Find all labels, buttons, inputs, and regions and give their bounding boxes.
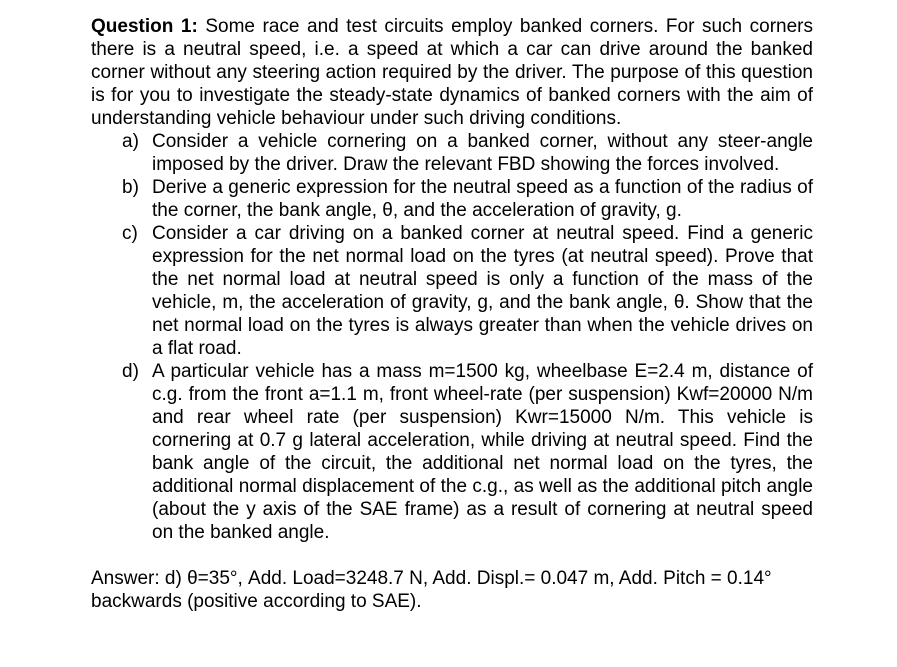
question-intro-paragraph [91,15,813,130]
part-text: A particular vehicle has a mass m=1500 kg, wheelbase E=2.4 m, distance of c.g. from the front a=1.1 m, front wheel-rate (per suspension) Kwf=20000 N/m and rear wheel rate (per suspension) Kwr=15000 N/m. This vehicle is cornering at 0.7 g lateral acceleration, while driving at neutral speed. Find the bank angle of the circuit, the additional net normal load on the tyres, the additional normal displacement of the c.g., as well as the additional pitch angle (about the y axis of the SAE frame) as a result of cornering at neutral speed on the banked angle. [152,361,813,543]
question-document [91,15,813,613]
part-text: Derive a generic expression for the neutral speed as a function of the radius of the corner, the bank angle, θ, and the acceleration of gravity, g. [152,177,813,221]
question-part-d [91,360,813,544]
question-heading: Question 1: [91,16,198,37]
part-text: Consider a car driving on a banked corner at neutral speed. Find a generic expression for the net normal load on the tyres (at neutral speed). Prove that the net normal load at neutral speed is only a function of the mass of the vehicle, m, the acceleration of gravity, g, and the bank angle, θ. Show that the net normal load on the tyres is always greater than when the vehicle drives on a flat road. [152,223,813,359]
question-part-c [91,222,813,360]
part-text: Consider a vehicle cornering on a banked corner, without any steer-angle imposed by the driver. Draw the relevant FBD showing the forces involved. [152,131,813,175]
question-intro-text: Some race and test circuits employ banked corners. For such corners there is a neutral speed, i.e. a speed at which a car can drive around the banked corner without any steering action required by the driver. The purpose of this question is for you to investigate the steady-state dynamics of banked corners with the aim of understanding vehicle behaviour under such driving conditions. [91,16,814,129]
part-label: a) [122,131,139,152]
part-label: c) [122,223,138,244]
answer-paragraph: Answer: d) θ=35°, Add. Load=3248.7 N, Add. Displ.= 0.047 m, Add. Pitch = 0.14° backwards (positive according to SAE). [91,568,772,612]
question-parts-list [91,130,813,544]
part-label: d) [122,361,139,382]
question-part-b [91,176,813,222]
question-part-a [91,130,813,176]
part-label: b) [122,177,139,198]
